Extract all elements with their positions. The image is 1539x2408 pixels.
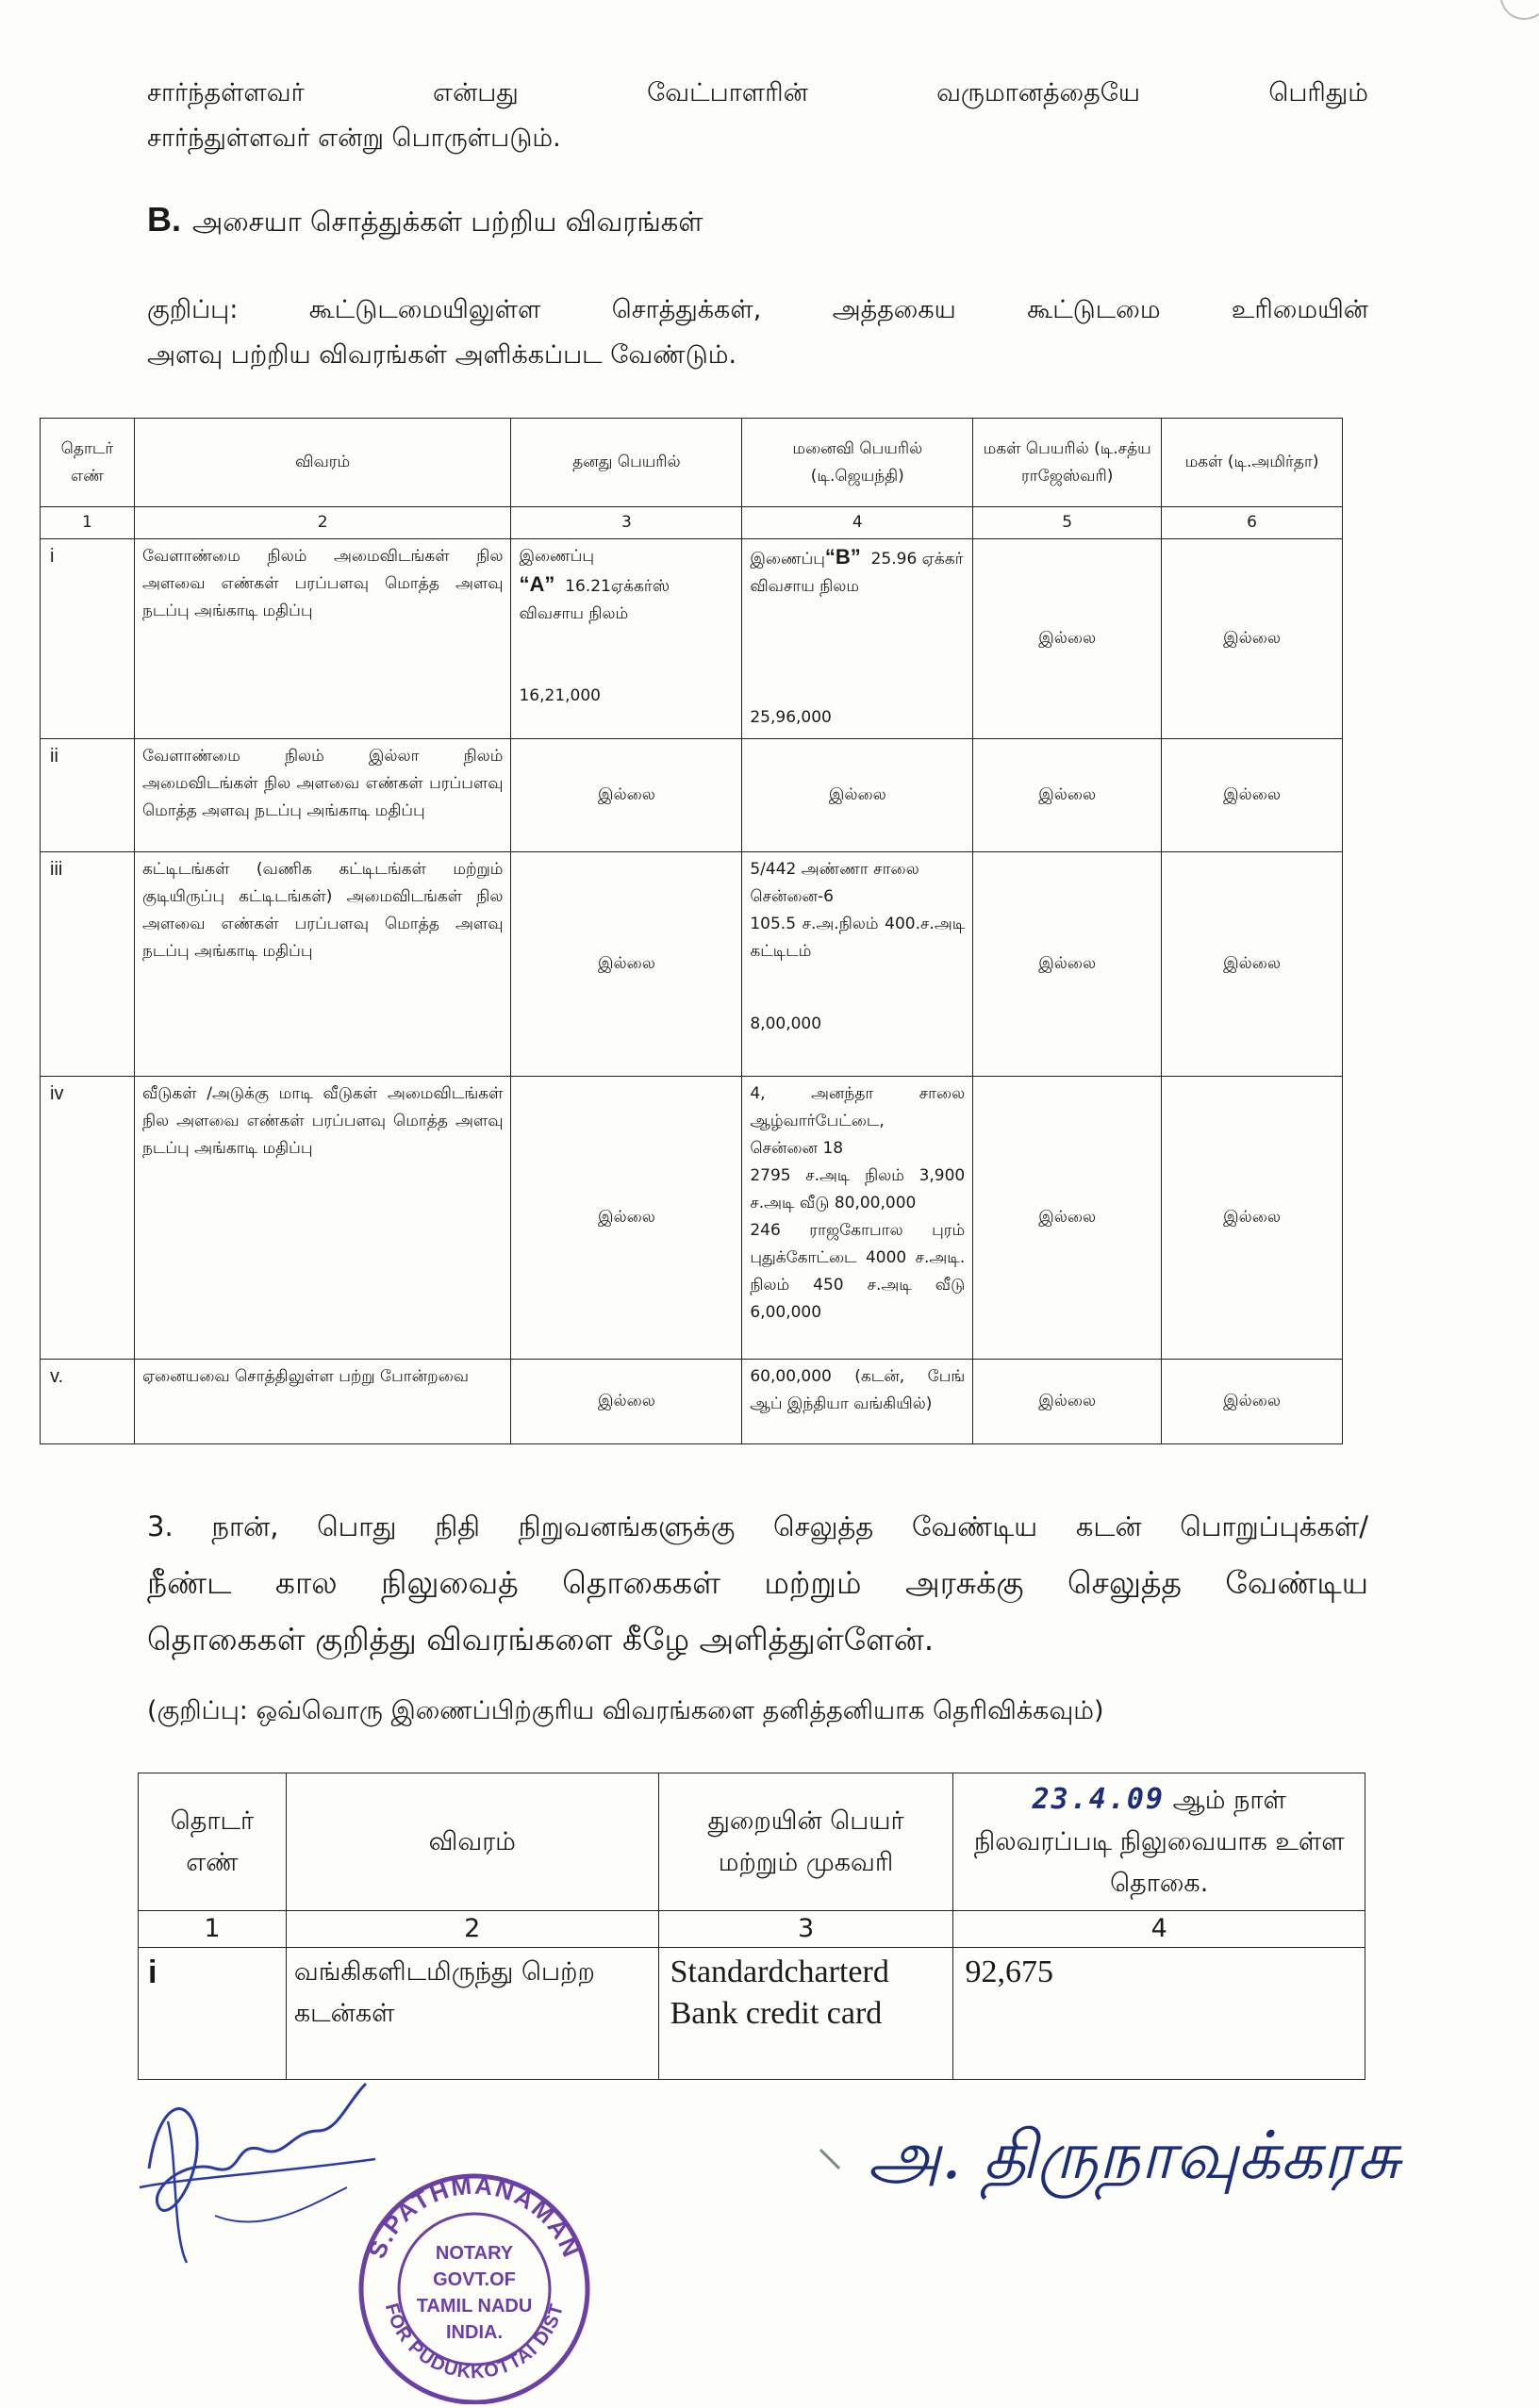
stamp-line-4: INDIA.: [446, 2322, 503, 2343]
section-b-title: அசையா சொத்துக்கள் பற்றிய விவரங்கள்: [192, 206, 703, 238]
table-header-row: [139, 1773, 1365, 1911]
row-description: வங்கிகளிடமிருந்து பெற்ற கடன்கள்: [286, 1948, 658, 2080]
intro-line-2: சார்ந்துள்ளவர் என்று பொருள்படும்.: [147, 124, 561, 153]
row-serial: iv: [41, 1077, 135, 1360]
col-header-department: துறையின் பெயர் மற்றும் முகவரி: [658, 1773, 953, 1911]
candidate-signature: [811, 2084, 1471, 2216]
wife-cell: இல்லை: [742, 739, 973, 852]
stamp-name: S.PATHMANAMAN: [362, 2170, 587, 2263]
table-row: [41, 739, 1343, 852]
daughter-1-cell: இல்லை: [973, 1077, 1162, 1360]
wife-cell: 4, அனந்தா சாலை ஆழ்வார்பேட்டை, சென்னை 18 2795 ச.அடி நிலம் 3,900 ச.அடி வீடு 80,00,000 246 ராஜகோபால புரம் புதுக்கோட்டை 4000 ச.அடி. நிலம் 450 ச.அடி வீடு 6,00,000: [742, 1077, 973, 1360]
col-header-serial: தொடர் எண்: [41, 419, 135, 507]
col-number: 4: [953, 1911, 1365, 1948]
col-number: 5: [973, 507, 1162, 539]
col-header-wife: மனைவி பெயரில் (டி.ஜெயந்தி): [742, 419, 973, 507]
row-description: ஏனையவை சொத்திலுள்ள பற்று போன்றவை: [134, 1360, 511, 1444]
stamp-bottom: FOR PUDUKKOTTAI DIST: [380, 2301, 569, 2383]
table-row: [41, 1077, 1343, 1360]
column-number-row: [139, 1911, 1365, 1948]
row-serial: iii: [41, 852, 135, 1077]
table-row: [41, 1360, 1343, 1444]
stamp-line-2: GOVT.OF: [433, 2269, 516, 2290]
column-number-row: [41, 507, 1343, 539]
wife-cell: 60,00,000 (கடன், பேங் ஆப் இந்தியா வங்கியில்): [742, 1360, 973, 1444]
row-description: கட்டிடங்கள் (வணிக கட்டிடங்கள் மற்றும் குடியிருப்பு கட்டிடங்கள்) அமைவிடங்கள் நில அளவை எண்கள் பரப்பளவு மொத்த அளவு நடப்பு அங்காடி மதிப்பு: [134, 852, 511, 1077]
intro-line-1: சார்ந்தள்ளவர் என்பது வேட்பாளரின் வருமானத்தையே பெரிதும்: [147, 78, 1368, 107]
col-number: 4: [742, 507, 973, 539]
daughter-2-cell: இல்லை: [1162, 1077, 1343, 1360]
section-b-note-line-1: குறிப்பு: கூட்டுடமையிலுள்ள சொத்துக்கள், அத்தகைய கூட்டுடமை உரிமையின்: [147, 295, 1368, 324]
row-description: வேளாண்மை நிலம் அமைவிடங்கள் நில அளவை எண்கள் பரப்பளவு மொத்த அளவு நடப்பு அங்காடி மதிப்பு: [134, 539, 511, 739]
table-row: [139, 1948, 1365, 2080]
section-3-line-1: 3. நான், பொது நிதி நிறுவனங்களுக்கு செலுத்த வேண்டிய கடன் பொறுப்புக்கள்/: [147, 1510, 1368, 1542]
section-3-line-2: நீண்ட கால நிலுவைத் தொகைகள் மற்றும் அரசுக்கு செலுத்த வேண்டிய: [147, 1564, 1368, 1601]
col-header-outstanding: 23.4.09 ஆம் நாள் நிலவரப்படி நிலுவையாக உள்ள தொகை.: [953, 1773, 1365, 1911]
daughter-1-cell: இல்லை: [973, 539, 1162, 739]
wife-cell: இணைப்பு“B” 25.96 ஏக்கர் விவசாய நிலம 25,96,000: [742, 539, 973, 739]
department-cell: Standardcharterd Bank credit card: [658, 1948, 953, 2080]
col-number: 1: [41, 507, 135, 539]
daughter-2-cell: இல்லை: [1162, 539, 1343, 739]
col-header-serial: தொடர் எண்: [139, 1773, 287, 1911]
daughter-1-cell: இல்லை: [973, 1360, 1162, 1444]
wife-value: 25,96,000: [750, 708, 832, 727]
self-cell: இல்லை: [511, 739, 742, 852]
col-header-daughter-1: மகள் பெயரில் (டி.சத்ய ராஜேஸ்வரி): [973, 419, 1162, 507]
col-number: 6: [1162, 507, 1343, 539]
stamp-line-1: NOTARY: [435, 2243, 514, 2264]
col-number: 2: [286, 1911, 658, 1948]
notary-stamp: [351, 2169, 598, 2404]
self-cell: இல்லை: [511, 852, 742, 1077]
stamp-line-3: TAMIL NADU: [416, 2296, 533, 2317]
self-value: 16,21,000: [519, 686, 601, 705]
self-cell: இணைப்பு “A” 16.21ஏக்கர்ஸ் விவசாய நிலம் 16,21,000: [511, 539, 742, 739]
notary-signature: [130, 2065, 385, 2272]
table-row: [41, 539, 1343, 739]
row-serial: ii: [41, 739, 135, 852]
self-cell: இல்லை: [511, 1077, 742, 1360]
daughter-2-cell: இல்லை: [1162, 852, 1343, 1077]
wife-cell: 5/442 அண்ணா சாலை சென்னை-6 105.5 ச.அ.நிலம் 400.ச.அடி கட்டிடம் 8,00,000: [742, 852, 973, 1077]
row-serial: i: [41, 539, 135, 739]
col-number: 3: [511, 507, 742, 539]
section-3-line-3: தொகைகள் குறித்து விவரங்களை கீழே அளித்துள்ளேன்.: [147, 1621, 935, 1658]
wife-value: 8,00,000: [750, 1014, 822, 1033]
immovable-assets-table: [40, 418, 1343, 1444]
col-header-description: விவரம்: [134, 419, 511, 507]
row-description: வீடுகள் /அடுக்கு மாடி வீடுகள் அமைவிடங்கள் நில அளவை எண்கள் பரப்பளவு மொத்த அளவு நடப்பு அங்காடி மதிப்பு: [134, 1077, 511, 1360]
row-serial: v.: [41, 1360, 135, 1444]
amount-cell: 92,675: [953, 1948, 1365, 2080]
table-header-row: [41, 419, 1343, 507]
daughter-1-cell: இல்லை: [973, 739, 1162, 852]
section-b-note-line-2: அளவு பற்றிய விவரங்கள் அளிக்கப்பட வேண்டும்.: [147, 340, 737, 370]
col-header-description: விவரம்: [286, 1773, 658, 1911]
section-b-heading: [147, 200, 703, 241]
daughter-2-cell: இல்லை: [1162, 739, 1343, 852]
daughter-1-cell: இல்லை: [973, 852, 1162, 1077]
row-description: வேளாண்மை நிலம் இல்லா நிலம் அமைவிடங்கள் நில அளவை எண்கள் பரப்பளவு மொத்த அளவு நடப்பு அங்காடி மதிப்பு: [134, 739, 511, 852]
row-serial: i: [139, 1948, 287, 2080]
liabilities-table: [138, 1773, 1365, 2080]
col-header-daughter-2: மகள் (டி.அமிர்தா): [1162, 419, 1343, 507]
col-number: 1: [139, 1911, 287, 1948]
self-cell: இல்லை: [511, 1360, 742, 1444]
table-row: [41, 852, 1343, 1077]
paper-corner-mark: [1482, 0, 1539, 38]
daughter-2-cell: இல்லை: [1162, 1360, 1343, 1444]
svg-text:அ. திருநாவுக்கரசு: அ. திருநாவுக்கரசு: [868, 2117, 1400, 2194]
col-number: 2: [134, 507, 511, 539]
section-3-note: (குறிப்பு: ஒவ்வொரு இணைப்பிற்குரிய விவரங்களை தனித்தனியாக தெரிவிக்கவும்): [147, 1696, 1104, 1725]
section-b-letter: B.: [147, 200, 181, 239]
col-number: 3: [658, 1911, 953, 1948]
col-header-self: தனது பெயரில்: [511, 419, 742, 507]
handwritten-date: 23.4.09: [1032, 1783, 1166, 1816]
